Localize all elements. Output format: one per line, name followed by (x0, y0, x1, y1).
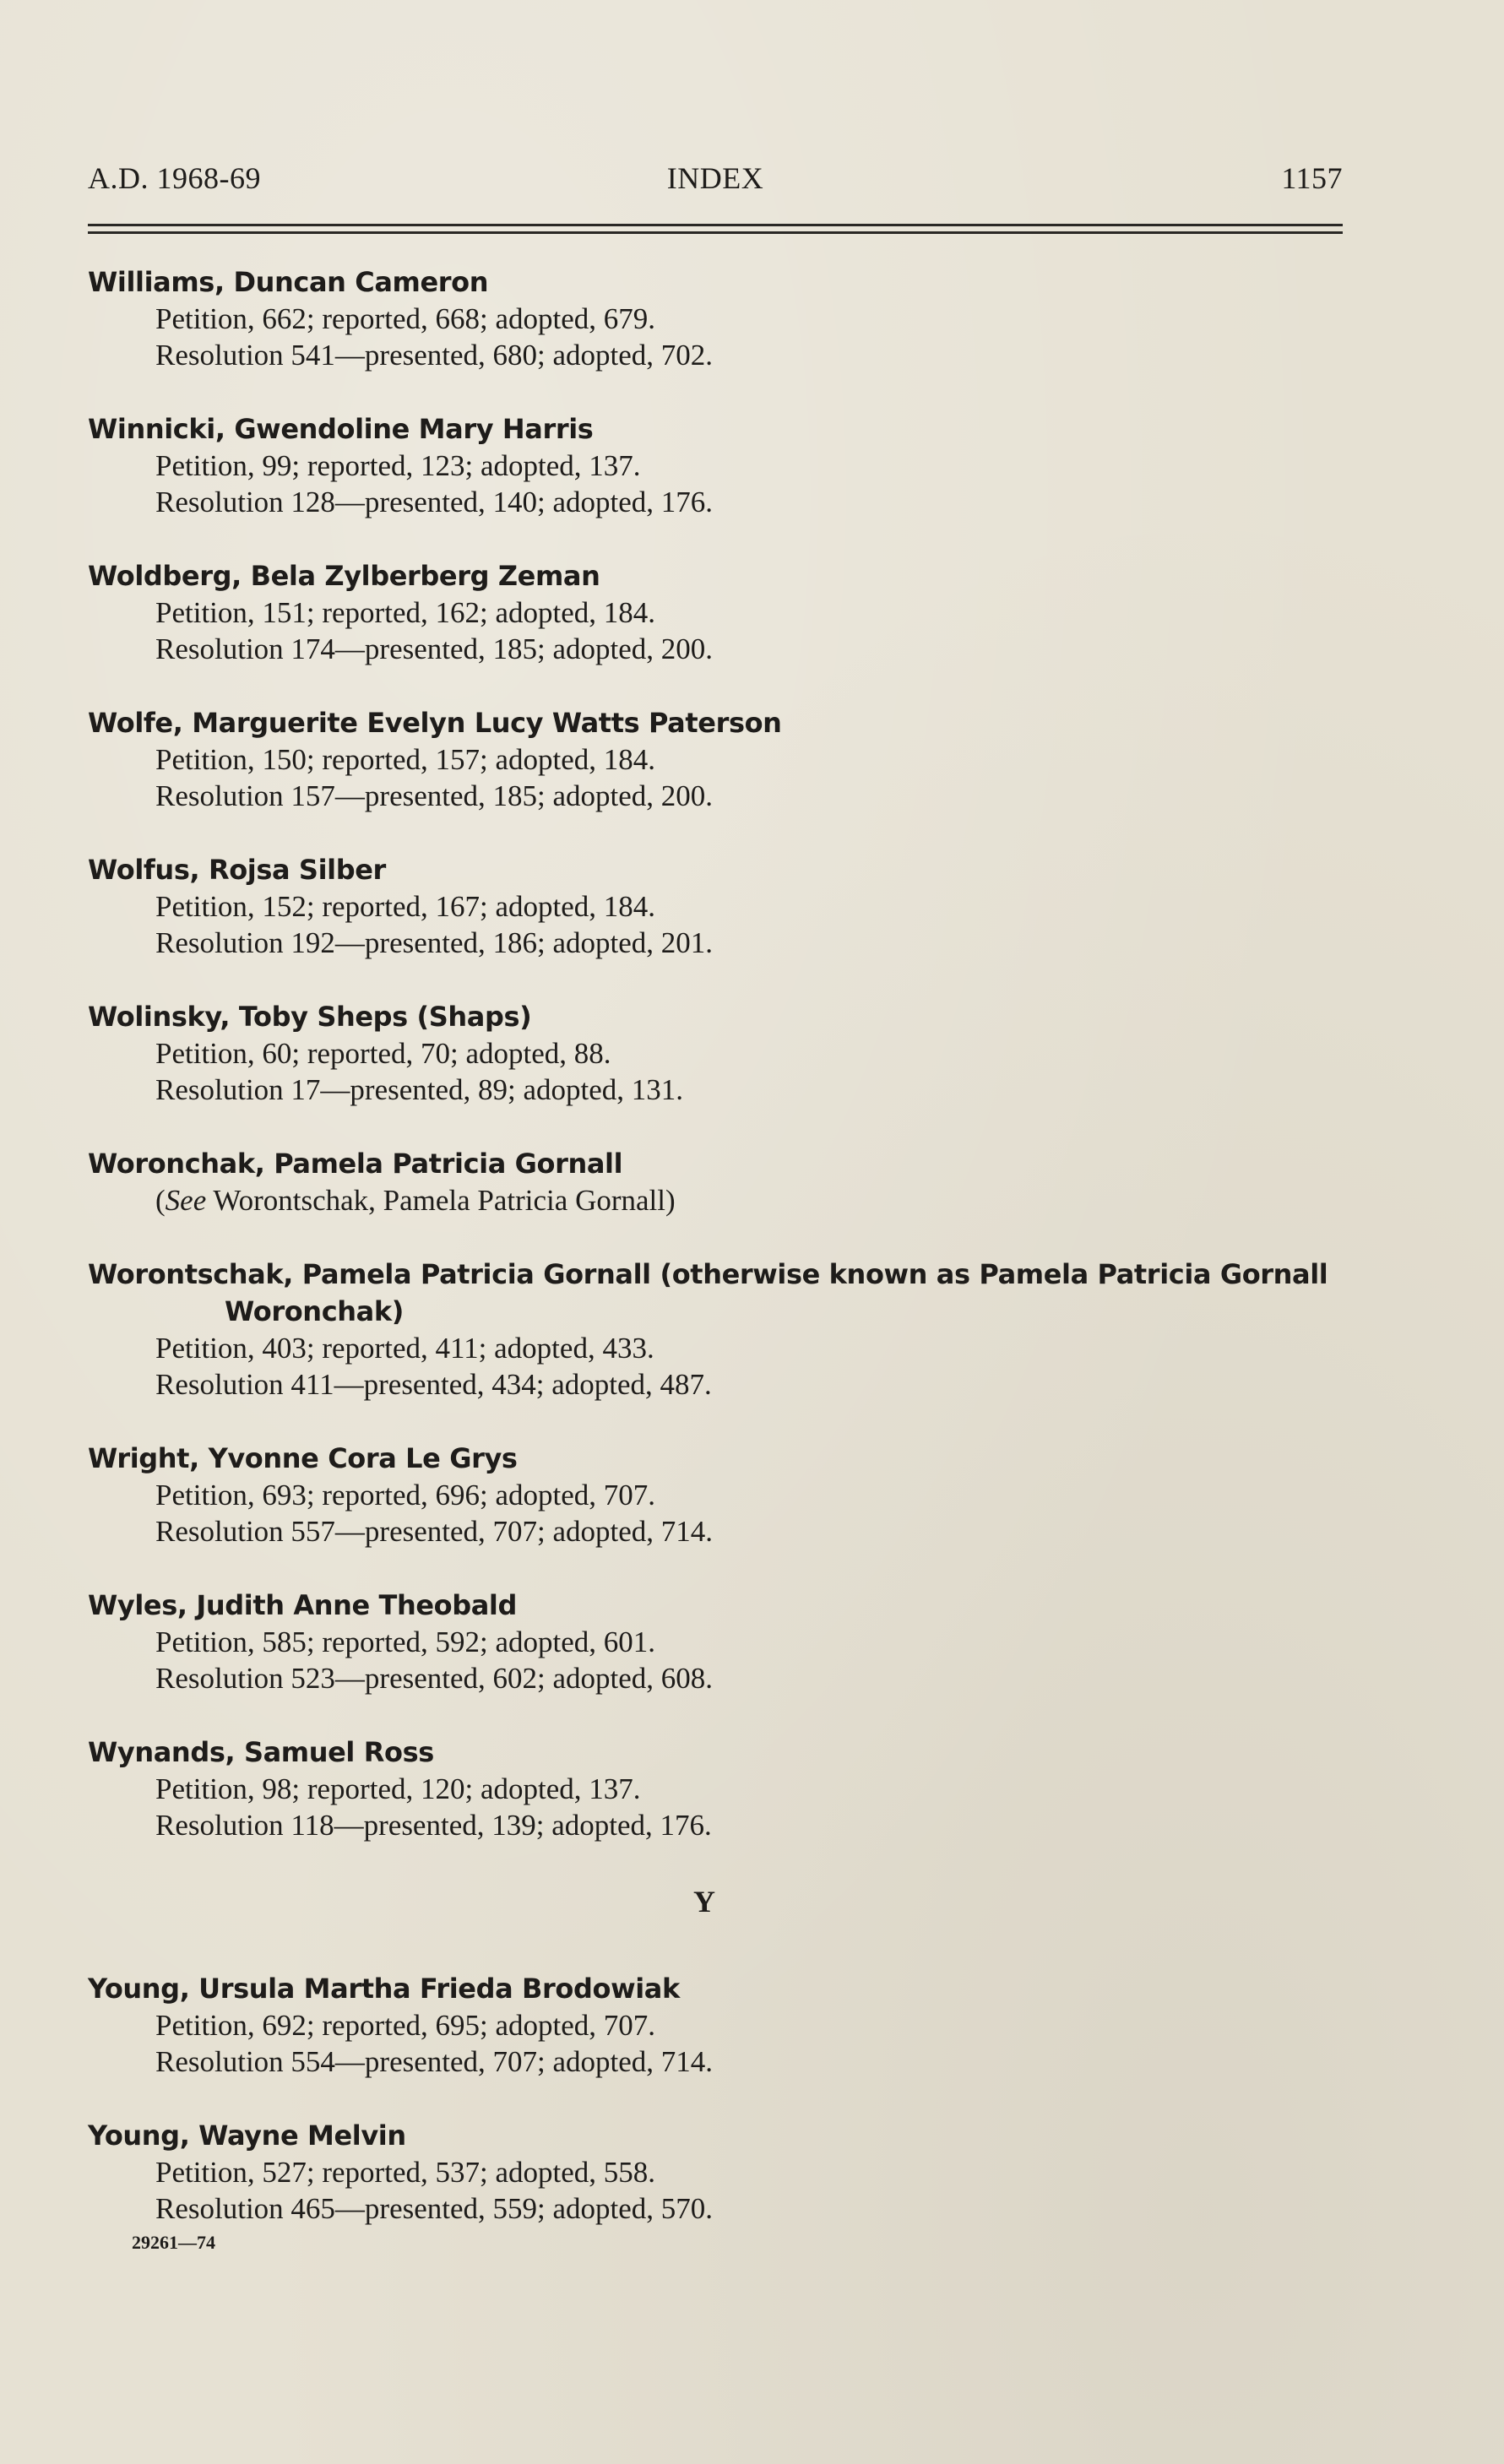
entry-resolution: Resolution 554—presented, 707; adopted, 714. (155, 2045, 714, 2078)
section-letter-y: Y (693, 1885, 715, 1919)
entry-name: Young, Ursula Martha Frieda Brodowiak (88, 1973, 680, 2005)
entry-name: Wright, Yvonne Cora Le Grys (88, 1442, 518, 1474)
entry-resolution: Resolution 118—presented, 139; adopted, 176. (155, 1809, 712, 1842)
header-rule-top (88, 224, 1343, 226)
entry-petition: Petition, 151; reported, 162; adopted, 184. (155, 596, 655, 629)
entry-resolution: Resolution 411—presented, 434; adopted, 487. (155, 1368, 712, 1401)
index-entry (88, 263, 1355, 373)
entry-petition: Petition, 585; reported, 592; adopted, 601. (155, 1625, 655, 1658)
entry-resolution: Resolution 174—presented, 185; adopted, 200. (155, 632, 714, 665)
entry-petition: Petition, 527; reported, 537; adopted, 558. (155, 2156, 655, 2189)
entry-name: Woldberg, Bela Zylberberg Zeman (88, 560, 600, 592)
entry-name: Williams, Duncan Cameron (88, 266, 489, 298)
header-rule-bottom (88, 231, 1343, 234)
header-title: INDEX (666, 161, 764, 195)
entry-name: Wynands, Samuel Ross (88, 1736, 434, 1768)
index-entry (88, 1440, 1355, 1549)
printer-code: 29261—74 (132, 2232, 215, 2253)
index-entry-cross-reference (88, 1145, 1355, 1218)
entry-resolution: Resolution 557—presented, 707; adopted, 714. (155, 1515, 714, 1548)
entry-name: Worontschak, Pamela Patricia Gornall (otherwise known as Pamela Patricia Gornall (88, 1258, 1328, 1290)
entry-name: Winnicki, Gwendoline Mary Harris (88, 413, 594, 445)
entry-petition: Petition, 693; reported, 696; adopted, 707. (155, 1479, 655, 1512)
see-reference (88, 1182, 1355, 1218)
entry-name-continued: Woronchak) (225, 1295, 404, 1327)
see-word: See (165, 1184, 207, 1217)
entry-resolution: Resolution 465—presented, 559; adopted, 570. (155, 2192, 714, 2225)
entry-name: Wolfe, Marguerite Evelyn Lucy Watts Paterson (88, 707, 782, 739)
entry-petition: Petition, 60; reported, 70; adopted, 88. (155, 1037, 611, 1070)
index-entry (88, 998, 1355, 1108)
index-entry (88, 704, 1355, 814)
index-entry (88, 1587, 1355, 1696)
entry-resolution: Resolution 157—presented, 185; adopted, 200. (155, 779, 714, 812)
entry-name: Wolfus, Rojsa Silber (88, 854, 386, 886)
entry-petition: Petition, 150; reported, 157; adopted, 184. (155, 743, 655, 776)
entry-petition: Petition, 692; reported, 695; adopted, 707. (155, 2009, 655, 2042)
index-entries (88, 263, 1355, 2264)
entry-petition: Petition, 152; reported, 167; adopted, 184. (155, 890, 655, 923)
entry-name: Woronchak, Pamela Patricia Gornall (88, 1148, 623, 1180)
entry-resolution: Resolution 192—presented, 186; adopted, 201. (155, 926, 714, 959)
see-open-paren: ( (155, 1184, 166, 1217)
entry-petition: Petition, 662; reported, 668; adopted, 679. (155, 302, 655, 335)
entry-petition: Petition, 98; reported, 120; adopted, 137. (155, 1772, 641, 1805)
index-entry (88, 557, 1355, 667)
index-entry (88, 410, 1355, 520)
entry-resolution: Resolution 541—presented, 680; adopted, 702. (155, 339, 714, 372)
index-entry (88, 1970, 1355, 2080)
page-header (88, 160, 1343, 203)
page-number: 1157 (1281, 161, 1343, 195)
entry-name: Wolinsky, Toby Sheps (Shaps) (88, 1001, 532, 1033)
entry-petition: Petition, 99; reported, 123; adopted, 137. (155, 449, 641, 482)
entry-name: Wyles, Judith Anne Theobald (88, 1589, 517, 1621)
index-entry (88, 1256, 1355, 1403)
index-entry (88, 851, 1355, 961)
see-target: Worontschak, Pamela Patricia Gornall) (206, 1184, 676, 1217)
index-entry (88, 2117, 1355, 2227)
entry-resolution: Resolution 17—presented, 89; adopted, 131. (155, 1073, 684, 1106)
entry-petition: Petition, 403; reported, 411; adopted, 433. (155, 1332, 654, 1365)
header-date: A.D. 1968-69 (88, 161, 261, 195)
index-entry (88, 1734, 1355, 1843)
entry-name: Young, Wayne Melvin (88, 2119, 406, 2152)
entry-resolution: Resolution 128—presented, 140; adopted, 176. (155, 486, 714, 518)
entry-resolution: Resolution 523—presented, 602; adopted, 608. (155, 1662, 714, 1695)
